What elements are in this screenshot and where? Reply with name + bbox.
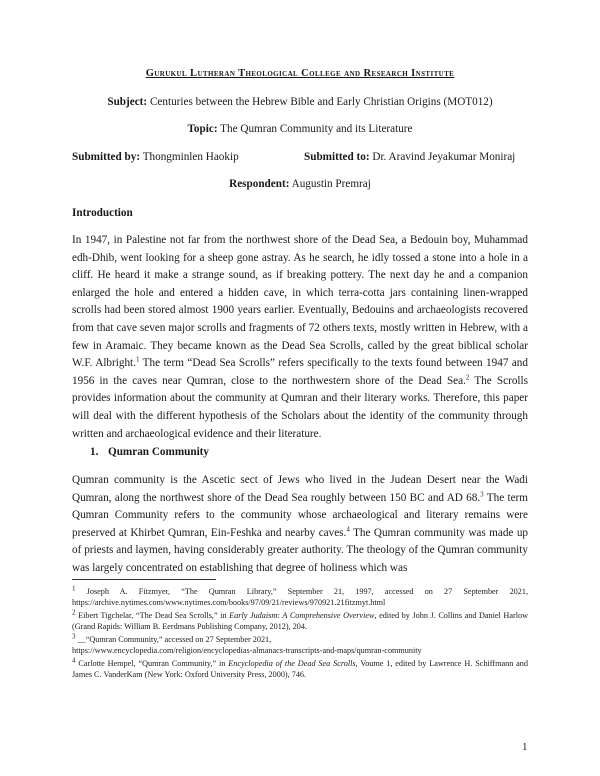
footnote-3-url: https://www.encyclopedia.com/religion/encyclopedias-almanacs-transcripts-and-maps/qumran-community [72,646,422,656]
footnote-4-text-b: , Voume 1, edited by Lawrence H. Schiffmann and James C. VanderKam (New York: Oxford University Press, 2000), 746. [72,659,528,680]
footnote-1-text: Joseph A. Fitzmyer, “The Qumran Library,” September 21, 1997, accessed on 27 September 2021, https://archive.nytimes.com/www.nytimes.com/books/97/09/21/reviews/970921.21fitzmyt.html [72,587,528,608]
footnote-2 [72,610,528,632]
footnote-3-text: __“Qumran Community,” accessed on 27 September 2021, [75,635,272,644]
footnote-3-number: 3 [72,632,76,641]
submitted-by-value: Thongminlen Haokip [142,151,239,163]
institution-title: Gurukul Lutheran Theological College and Research Institute [145,68,455,79]
introduction-heading: Introduction [72,207,133,219]
intro-text-1: In 1947, in Palestine not far from the northwest shore of the Dead Sea, a Bedouin boy, Muhammad edh-Dhib, went looking for a sheep gone astray. As he search, he idly tossed a stone into a hole in a cliff. He heard it make a strange sound, as if breaking pottery. The next day he and a companion enlarged the hole and entered a hidden cave, in which terra-cotta jars containing linen-wrapped scrolls had been stored almost 1900 years earlier. Eventually, Bedouins and archaeologists recovered from that cave seven major scrolls and fragments of 72 others texts, mostly written in Hebrew, with a few in Aramaic. They became known as the Dead Sea Scrolls, called by the great biblical scholar W.F. Albright. [72,234,528,370]
section-text-1: Qumran community is the Ascetic sect of Jews who lived in the Judean Desert near the Wadi Qumran, along the northwest shore of the Dead Sea roughly between 150 BC and AD 68. [72,474,528,504]
footnote-1 [72,586,528,608]
footnote-2-number: 2 [72,608,76,617]
intro-text-3: The Scrolls provides information about the community at Qumran and their literary works. Therefore, this paper will deal with the different hypothesis of the Scholars about the identity of the community through written and archaeological evidence and their literature. [72,374,528,440]
section-paragraph [72,472,528,578]
topic-value: The Qumran Community and its Literature [220,123,413,135]
subject-value: Centuries between the Hebrew Bible and Early Christian Origins (MOT012) [149,96,493,108]
footnote-4-text-a: Carlotte Hempel, “Qumran Community,” in [75,659,229,668]
footnote-4 [72,658,528,680]
footnote-ref-3: 3 [480,489,484,498]
section-heading [72,446,209,458]
subject-label: Subject: [107,96,148,108]
footnote-ref-4: 4 [346,525,350,534]
respondent-value: Augustin Premraj [291,178,371,190]
section-text-3: The Qumran community was made up of priests and laymen, having considerably greater authority. The theology of the Qumran community was largely concentrated on establishing that degree of holiness which was [72,526,529,574]
footnote-2-text-b: , edited by John J. Collins and Daniel Harlow (Grand Rapids: William B. Eerdmans Publishing Company, 2012), 204. [72,611,528,632]
page-number: 1 [522,741,528,753]
section-text-2: The term Qumran Community refers to the community whose archaeological and literary remains were preserved at Khirbet Qumran, Ein-Feshka and nearby caves. [72,491,528,539]
submitted-by [72,151,239,163]
section-title: Qumran Community [108,446,210,458]
topic-line [0,123,600,135]
intro-text-2: The term “Dead Sea Scrolls” refers specifically to the texts found between 1947 and 1956 in the caves near Qumran, close to the northwestern shore of the Dead Sea. [72,357,528,387]
footnote-4-title: Encyclopedia of the Dead Sea Scrolls [228,659,356,668]
section-number: 1. [90,446,99,458]
submitted-to [304,151,515,163]
footnote-ref-2: 2 [465,373,470,382]
submitted-by-label: Submitted by: [72,151,141,163]
footnote-ref-1: 1 [135,355,140,364]
footnote-divider [72,579,216,580]
topic-label: Topic: [187,123,218,135]
submitted-to-value: Dr. Aravind Jeyakumar Moniraj [372,151,516,163]
introduction-paragraph [72,232,528,443]
footnote-1-number: 1 [72,584,76,593]
submitted-to-label: Submitted to: [304,151,370,163]
footnote-2-title: Early Judaism: A Comprehensive Overview [229,611,375,620]
subject-line [0,96,600,108]
footnote-3 [72,634,528,656]
footnote-4-number: 4 [72,656,76,665]
respondent-line [0,178,600,190]
respondent-label: Respondent: [229,178,290,190]
footnote-2-text-a: Eibert Tigchelar, “The Dead Sea Scrolls,” in [75,611,230,620]
